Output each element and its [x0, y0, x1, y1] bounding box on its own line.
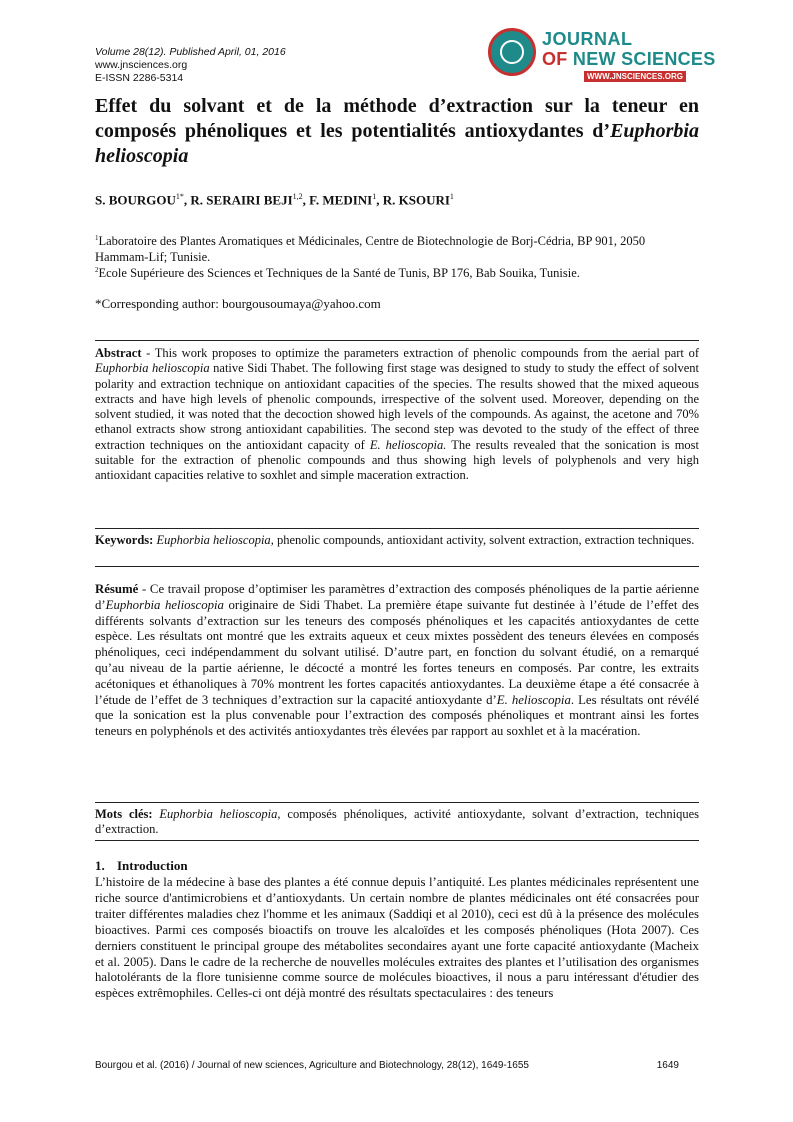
- introduction-text: L’histoire de la médecine à base des plantes a été connue depuis l’antiquité. Les plantes médicinales représentent une riche source d'antimicrobiens et d’antioxydants. Un certain nombre de plantes médicinales ont été consacrées pour traiter différentes maladies chez l'homme et les animaux (Saddiqi et al 2010), ceci est dû à la présence des molécules bioactives. Parmi ces composés bioactifs on trouve les alcaloïdes et les composés phénoliques (Hota 2007). Ces derniers constituent le principal groupe des métabolites secondaires ayant une forte capacité antioxydante (Macheix et al. 2005). Dans le cadre de la recherche de nouvelles molécules extraites des plantes et l’utilisation des organismes halotolérants de la flore tunisienne comme source de molécules bioactives, il nous a paru intéressant d'étudier des espèces extrêmophiles. Celles-ci ont déjà montré des résultats spectaculaires : des teneurs: [95, 875, 699, 1001]
- corresponding-author: *Corresponding author: bourgousoumaya@yahoo.com: [95, 296, 381, 311]
- footer-citation: Bourgou et al. (2016) / Journal of new sciences, Agriculture and Biotechnology, 28(12), 1649-1655: [95, 1060, 529, 1071]
- divider: [95, 840, 699, 841]
- affiliation-1: $^1$Laboratoire des Plantes Aromatiques et Médicinales, Centre de Biotechnologie de Borj-Cédria, BP 901, 2050 Hammam-Lif; Tunisie.: [95, 234, 646, 265]
- logo-line-journal: JOURNAL: [542, 29, 633, 49]
- section-heading-introduction: 1. Introduction: [95, 858, 188, 873]
- website-line[interactable]: www.jnsciences.org: [95, 59, 188, 71]
- resume: Résumé - Ce travail propose d’optimiser les paramètres d’extraction des composés phénoliques de la partie aérienne d’Euphorbia helioscopia originaire de Sidi Thabet. La première étape suivante fut destinée à l’étude de l’effet des différents solvants d’extraction sur les teneurs des composés phénoliques et les capacités antioxydantes de cette espèce. Les résultats ont montré que les extraits aqueux et ceux mixtes possèdent des teneurs élevées en composés phénoliques, ceci indépendamment du solvant utilisé. D’autre part, en fonction du solvant étudié, on a remarqué qu’au niveau de la partie aérienne, le décocté a montré les fortes teneurs en composés. Par contre, les extraits acétoniques et éthanoliques à 70% montrent les fortes capacités antioxydantes. La deuxième étape a été consacrée à l’étude de l’effet de 3 techniques d’extraction sur la capacité antioxydante d’E. helioscopia. Les résultats ont révélé que la sonication est la plus convenable pour l’extraction des composés phénoliques et montrant ainsi les fortes teneurs en polyphénols et des activités antioxydantes très élevées par rapport au soxhlet et à la macération.: [95, 582, 699, 739]
- divider: [95, 528, 699, 529]
- divider: [95, 802, 699, 803]
- title-species: Euphorbia helioscopia: [95, 120, 699, 167]
- eissn-line: E-ISSN 2286-5314: [95, 72, 184, 84]
- mots-cles: Mots clés: Euphorbia helioscopia, composés phénoliques, activité antioxydante, solvant d’extraction, techniques d’extraction.: [95, 807, 700, 837]
- page-footer: [95, 1060, 699, 1071]
- author-list: S. $BOURGOU^{1*}$, R. SERAIRI BEJI$^{1,2}$, F. MEDINI$^1$, R. KSOURI$^1$: [95, 192, 454, 208]
- volume-line: Volume 28(12). Published April, 01, 2016: [95, 46, 286, 58]
- paper-title: Effet du solvant et de la méthode d’extraction sur la teneur en composés phénoliques et les potentialités antioxydantes d’Euphorbia helioscopia: [95, 95, 699, 167]
- page-number: 1649: [656, 1060, 679, 1071]
- affiliation-2: $^2$Ecole Supérieure des Sciences et Techniques de la Santé de Tunis, BP 176, Bab Souika, Tunisie.: [95, 266, 580, 281]
- logo-line-new-sciences: OF NEW SCIENCES: [542, 49, 716, 69]
- journal-seal-icon: [488, 28, 536, 76]
- abstract: Abstract - This work proposes to optimize the parameters extraction of phenolic compounds from the aerial part of Euphorbia helioscopia native Sidi Thabet. The following first stage was designed to study to study the effect of solvent polarity and extraction technique on antioxidant capacities of the species. The results showed that the mixed aqueous extracts and have high levels of phenolic compounds, irrespective of the solvent used. Moreover, depending on the solvent studied, it was noted that the decoction showed high levels of the compounds. As against, the acetone and 70% ethanol extracts show strong antioxidant capabilities. The second step was devoted to the study of the effect of three extraction techniques on the antioxidant capacity of E. helioscopia. The results revealed that the sonication is most suitable for the extraction of phenolic compounds and thus showing high levels of polyphenols and very high antioxidant capacities relative to soxhlet and simple maceration extraction.: [95, 346, 700, 483]
- journal-header-meta: [95, 46, 286, 85]
- logo-url: WWW.JNSCIENCES.ORG: [584, 71, 686, 82]
- journal-logo: [488, 26, 716, 90]
- keywords: Keywords: Euphorbia helioscopia, phenolic compounds, antioxidant activity, solvent extraction, extraction techniques.: [95, 533, 695, 547]
- divider: [95, 566, 699, 567]
- divider: [95, 340, 699, 341]
